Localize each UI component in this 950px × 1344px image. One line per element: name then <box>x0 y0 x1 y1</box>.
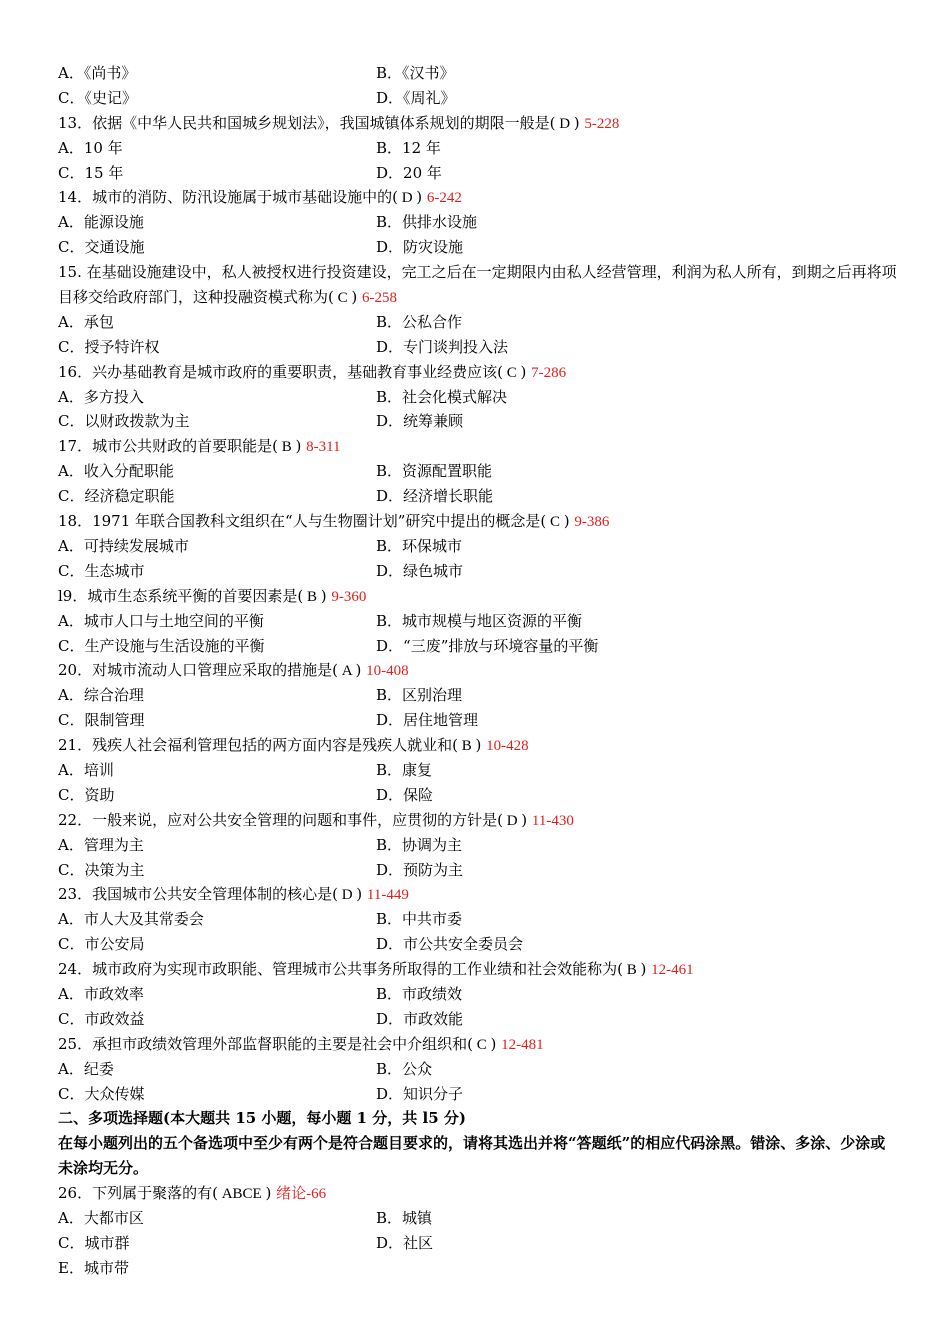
option-left: A．收入分配职能 <box>58 462 174 481</box>
question-26: 26．下列属于聚落的有( ABCE ) 绪论-66 <box>58 1184 327 1203</box>
question-text: 15. 在基础设施建设中，私人被授权进行投资建设，完工之后在一定期限内由私人经营管理，利润为私人所有，到期之后再将项目移交给政府部门，这种投融资模式称为( <box>58 263 897 307</box>
answer: B <box>622 962 641 979</box>
option-left: A．城市人口与土地空间的平衡 <box>58 611 264 630</box>
options-row <box>58 932 898 957</box>
option-right: D．《周礼》 <box>376 88 456 107</box>
option-left: A．10 年 <box>58 138 123 157</box>
question: 23．我国城市公共安全管理体制的核心是( D ) 11-449 <box>58 885 409 904</box>
option-left: C．生产设施与生活设施的平衡 <box>58 636 265 655</box>
question: l9．城市生态系统平衡的首要因素是( B ) 9-360 <box>58 586 367 605</box>
page-reference: 12-481 <box>501 1036 544 1053</box>
question: 25．承担市政绩效管理外部监督职能的主要是社会中介组织和( C ) 12-481 <box>58 1034 544 1053</box>
options-row <box>58 1007 898 1032</box>
option-left: A．市人大及其常委会 <box>58 910 204 929</box>
option-right: B．公众 <box>376 1059 433 1078</box>
option-left: A．可持续发展城市 <box>58 536 189 555</box>
answer: B <box>457 738 476 755</box>
option-left: A．市政效率 <box>58 984 144 1003</box>
options-row <box>58 235 898 260</box>
page-reference: 10-428 <box>486 738 529 755</box>
option-right: D．市公共安全委员会 <box>376 935 524 954</box>
question-text: 25．承担市政绩效管理外部监督职能的主要是社会中介组织和( <box>58 1034 473 1053</box>
page-reference: 5-228 <box>584 115 620 132</box>
option-right: D．市政效能 <box>376 1009 464 1028</box>
question-list <box>58 61 898 1106</box>
option-left: A．《尚书》 <box>58 64 137 82</box>
options-row <box>58 310 898 335</box>
question: 20．对城市流动人口管理应采取的措施是( A ) 10-408 <box>58 661 409 680</box>
question-text: 23．我国城市公共安全管理体制的核心是( <box>58 885 338 904</box>
options-row <box>58 559 898 584</box>
exam-page <box>58 61 898 1281</box>
question: 22．一般来说，应对公共安全管理的问题和事件，应贯彻的方针是( D ) 11-430 <box>58 810 574 829</box>
page-reference: 9-386 <box>574 514 610 531</box>
answer: C <box>472 1036 491 1053</box>
question: 18．1971 年联合国教科文组织在“人与生物圈计划”研究中提出的概念是( C ) 9-386 <box>58 512 610 531</box>
options-row <box>58 833 898 858</box>
option-right: B．区别治理 <box>376 686 463 705</box>
options-row <box>58 335 898 360</box>
option-right: B．环保城市 <box>376 536 463 555</box>
section-title: 二、多项选择题(本大题共 15 小题，每小题 1 分，共 l5 分) <box>58 1109 466 1128</box>
page-reference: 6-242 <box>426 190 462 207</box>
options-row <box>58 409 898 434</box>
option-b: B．城镇 <box>376 1209 433 1227</box>
option-left: A．综合治理 <box>58 686 144 705</box>
answer: D <box>397 190 417 207</box>
option-right: D．预防为主 <box>376 860 464 879</box>
page-reference: 10-408 <box>366 663 409 680</box>
options-row <box>58 86 898 111</box>
option-left: A．多方投入 <box>58 387 144 406</box>
option-right: B．城市规模与地区资源的平衡 <box>376 611 583 630</box>
option-right: B．中共市委 <box>376 910 463 929</box>
option-right: B．社会化模式解决 <box>376 387 508 406</box>
question-text: 21．残疾人社会福利管理包括的两方面内容是残疾人就业和( <box>58 736 458 755</box>
question-text: 13．依据《中华人民共和国城乡规划法》，我国城镇体系规划的期限一般是( <box>58 113 556 132</box>
question: 16．兴办基础教育是城市政府的重要职责，基础教育事业经费应该( C ) 7-286 <box>58 362 567 381</box>
options-row <box>58 634 898 659</box>
answer: ABCE <box>217 1186 266 1203</box>
options-row <box>58 385 898 410</box>
options-row <box>58 534 898 559</box>
option-c: C．城市群 <box>58 1233 130 1252</box>
options-row <box>58 484 898 509</box>
option-right: B．协调为主 <box>376 835 463 854</box>
answer: B <box>277 439 296 456</box>
page-reference: 9-360 <box>331 588 367 605</box>
options-row <box>58 1231 898 1256</box>
question-text: 24．城市政府为实现市政职能、管理城市公共事务所取得的工作业绩和社会效能称为( <box>58 960 623 979</box>
option-a: A．大都市区 <box>58 1209 144 1227</box>
option-right: D．专门谈判投入法 <box>376 337 509 356</box>
option-right: D．“三废”排放与环境容量的平衡 <box>376 636 599 655</box>
option-right: B．《汉书》 <box>376 64 455 82</box>
question: 17．城市公共财政的首要职能是( B ) 8-311 <box>58 437 341 456</box>
options-row <box>58 683 898 708</box>
option-right: D．防灾设施 <box>376 238 464 257</box>
question-text: 14．城市的消防、防汛设施属于城市基础设施中的( <box>58 188 398 207</box>
options-row <box>58 907 898 932</box>
option-right: B．供排水设施 <box>376 213 478 232</box>
page-reference: 6-258 <box>362 290 397 307</box>
option-d: D．社区 <box>376 1233 434 1252</box>
question: 15. 在基础设施建设中，私人被授权进行投资建设，完工之后在一定期限内由私人经营管理，利润为私人所有，到期之后再将项目移交给政府部门，这种投融资模式称为( C ) 6-258 <box>58 263 897 307</box>
question-text: 20．对城市流动人口管理应采取的措施是( <box>58 661 338 680</box>
option-left: A．培训 <box>58 760 114 779</box>
options-row <box>58 758 898 783</box>
answer: D <box>337 887 357 904</box>
option-right: D．绿色城市 <box>376 561 464 580</box>
question-text: 22．一般来说，应对公共安全管理的问题和事件，应贯彻的方针是( <box>58 810 503 829</box>
option-left: C．《史记》 <box>58 88 137 107</box>
options-row <box>58 1057 898 1082</box>
options-row <box>58 1206 898 1231</box>
options-row <box>58 136 898 161</box>
page-reference: 11-449 <box>366 887 409 904</box>
question-text: 16．兴办基础教育是城市政府的重要职责，基础教育事业经费应该( <box>58 362 503 381</box>
answer: D <box>502 812 522 829</box>
options-row <box>58 783 898 808</box>
option-left: C．生态城市 <box>58 561 145 580</box>
question: 14．城市的消防、防汛设施属于城市基础设施中的( D ) 6-242 <box>58 188 462 207</box>
options-row <box>58 982 898 1007</box>
answer: C <box>502 364 521 381</box>
option-right: D．保险 <box>376 785 434 804</box>
option-right: D．居住地管理 <box>376 711 479 730</box>
option-right: D．经济增长职能 <box>376 487 494 506</box>
option-left: C．大众传媒 <box>58 1084 145 1103</box>
option-left: C．以财政拨款为主 <box>58 412 190 431</box>
option-right: B．12 年 <box>376 138 441 157</box>
option-left: C．交通设施 <box>58 238 145 257</box>
answer: C <box>333 290 352 307</box>
options-row <box>58 61 898 86</box>
option-right: D．统筹兼顾 <box>376 412 464 431</box>
options-row <box>58 708 898 733</box>
options-row <box>58 1082 898 1107</box>
option-right: B．资源配置职能 <box>376 462 493 481</box>
option-right: D．20 年 <box>376 163 442 182</box>
option-left: C．限制管理 <box>58 711 145 730</box>
option-left: A．管理为主 <box>58 835 144 854</box>
question: 21．残疾人社会福利管理包括的两方面内容是残疾人就业和( B ) 10-428 <box>58 736 529 755</box>
question-text: 17．城市公共财政的首要职能是( <box>58 437 278 456</box>
option-left: C．15 年 <box>58 163 124 182</box>
option-left: C．决策为主 <box>58 860 145 879</box>
page-reference: 绪论-66 <box>276 1186 327 1203</box>
answer: A <box>337 663 356 680</box>
page-reference: 12-461 <box>651 962 694 979</box>
options-row <box>58 858 898 883</box>
option-left: C．市政效益 <box>58 1009 145 1028</box>
options-row <box>58 210 898 235</box>
option-left: C．资助 <box>58 785 115 804</box>
option-left: C．经济稳定职能 <box>58 487 175 506</box>
option-right: B．康复 <box>376 760 433 779</box>
option-e: E．城市带 <box>58 1258 129 1277</box>
option-left: C．市公安局 <box>58 935 145 954</box>
option-left: A．纪委 <box>58 1059 114 1078</box>
option-right: D．知识分子 <box>376 1084 464 1103</box>
option-left: A．能源设施 <box>58 213 144 232</box>
question-text: 26．下列属于聚落的有( <box>58 1184 218 1203</box>
options-row <box>58 459 898 484</box>
options-row <box>58 1256 898 1281</box>
page-reference: 8-311 <box>306 439 341 456</box>
options-row <box>58 161 898 186</box>
options-row <box>58 609 898 634</box>
question-text: l9．城市生态系统平衡的首要因素是( <box>58 586 304 605</box>
option-left: C．授予特许权 <box>58 337 160 356</box>
question-text: 18．1971 年联合国教科文组织在“人与生物圈计划”研究中提出的概念是( <box>58 512 547 531</box>
answer: B <box>303 588 321 605</box>
question: 24．城市政府为实现市政职能、管理城市公共事务所取得的工作业绩和社会效能称为( B ) 12-461 <box>58 960 694 979</box>
section-instructions: 在每小题列出的五个备选项中至少有两个是符合题目要求的，请将其选出并将“答题纸”的相应代码涂黑。错涂、多涂、少涂或未涂均无分。 <box>58 1134 886 1178</box>
option-right: B．市政绩效 <box>376 984 463 1003</box>
page-reference: 11-430 <box>531 812 574 829</box>
answer: C <box>546 514 564 531</box>
option-left: A．承包 <box>58 312 114 331</box>
page-reference: 7-286 <box>531 364 567 381</box>
option-right: B．公私合作 <box>376 312 463 331</box>
answer: D <box>555 115 574 132</box>
question: 13．依据《中华人民共和国城乡规划法》，我国城镇体系规划的期限一般是( D ) 5-228 <box>58 113 620 132</box>
